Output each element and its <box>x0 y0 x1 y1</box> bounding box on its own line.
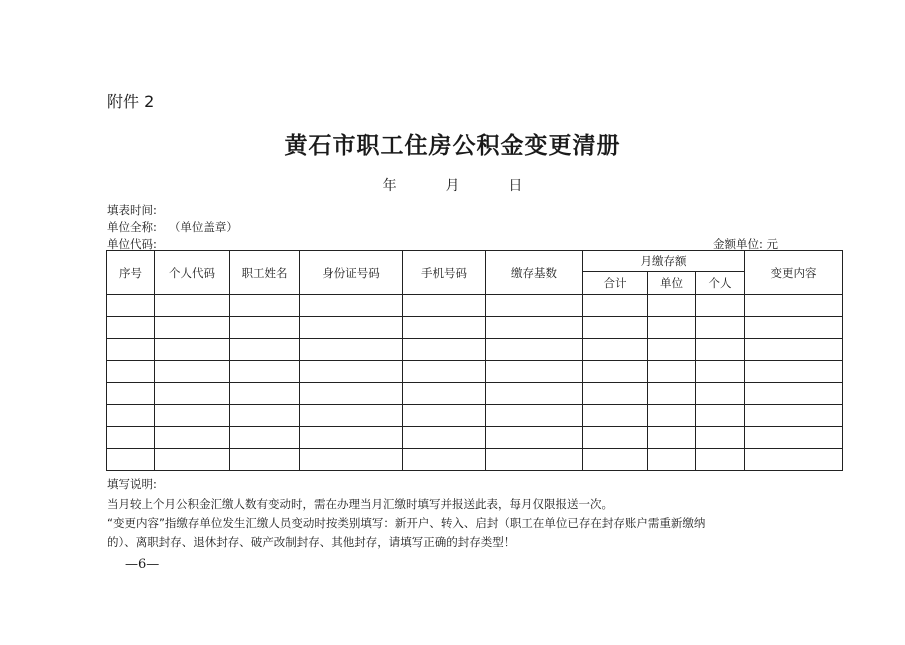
table-cell <box>696 405 745 427</box>
table-cell <box>486 383 583 405</box>
table-cell <box>300 405 403 427</box>
table-cell <box>486 361 583 383</box>
header-unit: 单位 <box>648 272 696 295</box>
table-cell <box>745 427 843 449</box>
table-cell <box>403 383 486 405</box>
annex-label: 附件 2 <box>107 92 155 111</box>
table-cell <box>107 339 155 361</box>
table-cell <box>107 449 155 471</box>
table-cell <box>230 449 300 471</box>
table-cell <box>696 383 745 405</box>
date-month: 月 <box>445 178 460 194</box>
table-cell <box>648 361 696 383</box>
change-register-table <box>106 250 843 471</box>
header-base: 缴存基数 <box>486 251 583 295</box>
document-title: 黄石市职工住房公积金变更清册 <box>284 132 621 159</box>
table-cell <box>155 317 230 339</box>
unit-name-label: 单位全称: <box>107 220 157 234</box>
table-row <box>107 339 843 361</box>
table-cell <box>745 405 843 427</box>
notes-heading: 填写说明: <box>107 477 157 491</box>
table-cell <box>696 339 745 361</box>
table-body <box>107 295 843 471</box>
table-cell <box>107 317 155 339</box>
table-cell <box>583 405 648 427</box>
table-cell <box>745 383 843 405</box>
table-cell <box>230 295 300 317</box>
table-cell <box>583 449 648 471</box>
table-cell <box>583 427 648 449</box>
header-monthly-deposit: 月缴存额 <box>583 251 745 272</box>
table-cell <box>155 361 230 383</box>
table-cell <box>648 339 696 361</box>
table-cell <box>300 449 403 471</box>
table-row <box>107 449 843 471</box>
table-cell <box>583 383 648 405</box>
amount-unit: 金额单位: 元 <box>712 237 778 251</box>
unit-code-label: 单位代码: <box>107 237 157 251</box>
table-cell <box>230 405 300 427</box>
table-cell <box>486 405 583 427</box>
table-cell <box>403 339 486 361</box>
table-cell <box>745 361 843 383</box>
header-phone: 手机号码 <box>403 251 486 295</box>
table-cell <box>107 295 155 317</box>
table-cell <box>300 383 403 405</box>
table-cell <box>583 339 648 361</box>
header-personal: 个人 <box>696 272 745 295</box>
table-cell <box>648 405 696 427</box>
table-cell <box>403 405 486 427</box>
table-cell <box>486 295 583 317</box>
table-cell <box>648 317 696 339</box>
table-cell <box>107 427 155 449</box>
table-cell <box>230 339 300 361</box>
table-cell <box>403 317 486 339</box>
table-cell <box>745 449 843 471</box>
table-cell <box>696 449 745 471</box>
table-cell <box>648 383 696 405</box>
notes-line-1: 当月较上个月公积金汇缴人数有变动时，需在办理当月汇缴时填写并报送此表，每月仅限报送一次。 <box>107 497 613 511</box>
table-cell <box>155 405 230 427</box>
page-number: —6— <box>125 557 160 572</box>
table-cell <box>486 317 583 339</box>
table-cell <box>300 295 403 317</box>
table-cell <box>403 427 486 449</box>
table-cell <box>648 449 696 471</box>
table-cell <box>230 383 300 405</box>
table-cell <box>300 361 403 383</box>
table-cell <box>300 427 403 449</box>
header-seq: 序号 <box>107 251 155 295</box>
table-cell <box>107 405 155 427</box>
table-row <box>107 383 843 405</box>
table-cell <box>696 317 745 339</box>
table-cell <box>648 295 696 317</box>
table-cell <box>107 383 155 405</box>
header-change-content: 变更内容 <box>745 251 843 295</box>
table-cell <box>300 339 403 361</box>
header-personal-code: 个人代码 <box>155 251 230 295</box>
table-row <box>107 317 843 339</box>
header-total: 合计 <box>583 272 648 295</box>
table-cell <box>403 295 486 317</box>
table-cell <box>583 317 648 339</box>
table-cell <box>745 295 843 317</box>
table-cell <box>583 295 648 317</box>
header-id-number: 身份证号码 <box>300 251 403 295</box>
date-day: 日 <box>508 178 523 194</box>
table-cell <box>745 339 843 361</box>
table-cell <box>486 427 583 449</box>
table-cell <box>300 317 403 339</box>
table-row <box>107 427 843 449</box>
header-employee-name: 职工姓名 <box>230 251 300 295</box>
fill-time-label: 填表时间: <box>107 203 157 217</box>
table-row <box>107 295 843 317</box>
table-cell <box>583 361 648 383</box>
unit-seal-note: （单位盖章） <box>168 220 238 234</box>
table-cell <box>403 361 486 383</box>
table-row <box>107 405 843 427</box>
date-line <box>0 175 905 195</box>
table-cell <box>230 317 300 339</box>
table-cell <box>696 361 745 383</box>
table-cell <box>486 339 583 361</box>
table-cell <box>403 449 486 471</box>
date-year: 年 <box>382 178 397 194</box>
table-cell <box>696 427 745 449</box>
table-cell <box>155 383 230 405</box>
notes-line-3: 的）、离职封存、退休封存、破产改制封存、其他封存，请填写正确的封存类型！ <box>107 535 516 549</box>
table-cell <box>155 427 230 449</box>
table-cell <box>230 427 300 449</box>
table-cell <box>486 449 583 471</box>
table-cell <box>696 295 745 317</box>
table-cell <box>155 295 230 317</box>
table-cell <box>155 449 230 471</box>
table-cell <box>648 427 696 449</box>
table-cell <box>155 339 230 361</box>
table-cell <box>745 317 843 339</box>
table-row <box>107 361 843 383</box>
table-cell <box>107 361 155 383</box>
unit-name-row <box>107 219 238 235</box>
table-cell <box>230 361 300 383</box>
notes-line-2: “变更内容”指缴存单位发生汇缴人员变动时按类别填写：新开户、转入、启封（职工在单位已存在封存账户需重新缴纳 <box>107 516 706 530</box>
